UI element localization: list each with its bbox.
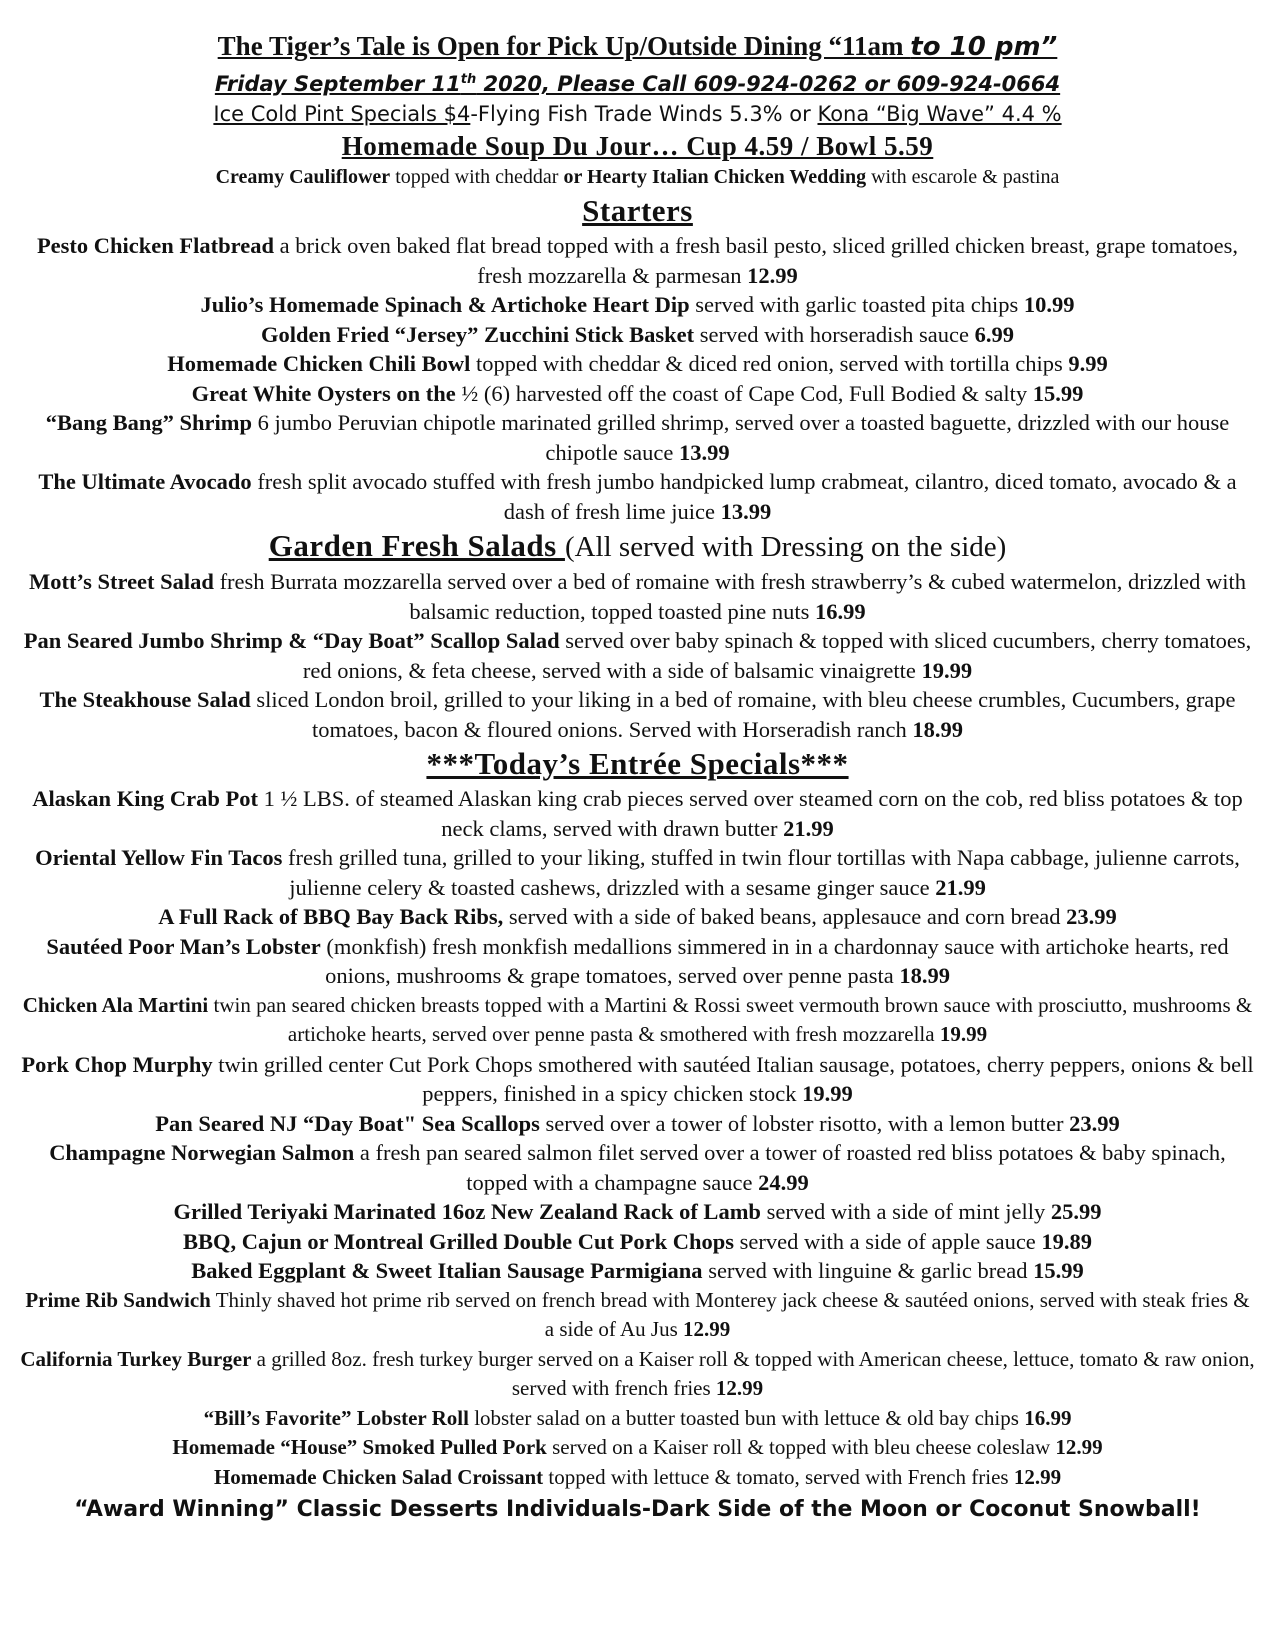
title-hours: to 10 pm”: [910, 32, 1058, 62]
starters-list: [20, 231, 1255, 526]
menu-item-description: Thinly shaved hot prime rib served on french bread with Monterey jack cheese & sautéed onions, served with steak fries & a side of Au Jus: [210, 1287, 1250, 1341]
menu-item-name: “Bill’s Favorite” Lobster Roll: [203, 1405, 469, 1430]
menu-item-name: “Bang Bang” Shrimp: [45, 410, 253, 435]
soup-line: [20, 163, 1255, 191]
menu-item-name: Homemade Chicken Salad Croissant: [213, 1464, 544, 1489]
menu-item-price: 10.99: [1023, 292, 1075, 317]
menu-item-name: BBQ, Cajun or Montreal Grilled Double Cut Pork Chops: [182, 1228, 735, 1254]
menu-item-description: fresh grilled tuna, grilled to your liking, stuffed in twin flour tortillas with Napa cabbage, julienne carrots, julienne celery & toasted cashews, drizzled with a sesame ginger sauce: [282, 845, 1240, 900]
menu-item: [20, 1138, 1255, 1197]
menu-item-name: Prime Rib Sandwich: [25, 1287, 211, 1312]
menu-item-description: (monkfish) fresh monkfish medallions simmered in in a chardonnay sauce with artichoke hearts, red onions, mushrooms & grape tomatoes, served over penne pasta: [320, 933, 1229, 988]
menu-item-price: 23.99: [1069, 1110, 1120, 1136]
page-title: [20, 28, 1255, 65]
menu-item-price: 13.99: [679, 439, 730, 465]
menu-item: [20, 1197, 1255, 1227]
menu-item-description: ½ (6) harvested off the coast of Cape Cod, Full Bodied & salty: [461, 380, 1033, 406]
menu-item-name: Chicken Ala Martini: [22, 992, 209, 1017]
menu-item: [20, 290, 1255, 320]
menu-item-name: Baked Eggplant & Sweet Italian Sausage Parmigiana: [191, 1258, 703, 1283]
menu-item-description: served with a side of baked beans, applesauce and corn bread: [503, 904, 1067, 929]
soup-desc-1: topped with cheddar: [390, 166, 564, 188]
salads-heading-line: [20, 526, 1255, 567]
menu-item: [20, 349, 1255, 379]
menu-item-price: 19.89: [1041, 1228, 1093, 1254]
soup-desc-2: with escarole & pastina: [866, 166, 1060, 188]
menu-item: [20, 467, 1255, 526]
menu-item: [20, 1109, 1255, 1139]
menu-item-price: 19.99: [939, 1022, 988, 1046]
menu-item-description: fresh split avocado stuffed with fresh jumbo handpicked lump crabmeat, cilantro, diced tomato, avocado & a dash of fresh lime juice: [251, 469, 1237, 524]
menu-item-description: lobster salad on a butter toasted bun with lettuce & old bay chips: [468, 1405, 1025, 1430]
pint-mid: -Flying Fish Trade Winds 5.3% or: [470, 102, 818, 126]
menu-item-description: topped with cheddar & diced red onion, served with tortilla chips: [470, 351, 1069, 376]
menu-item-name: The Steakhouse Salad: [39, 687, 251, 712]
menu-item: [20, 1433, 1255, 1463]
menu-item-description: served with a side of apple sauce: [734, 1228, 1042, 1254]
menu-item: [20, 784, 1255, 843]
menu-item-name: Alaskan King Crab Pot: [32, 786, 258, 811]
menu-item-name: Mott’s Street Salad: [28, 569, 214, 594]
menu-item-description: a grilled 8oz. fresh turkey burger served on a Kaiser roll & topped with American cheese, lettuce, tomato & raw onion, served with french fries: [251, 1346, 1255, 1400]
menu-item-description: served with linguine & garlic bread: [702, 1258, 1034, 1283]
date-text: Friday September 11: [214, 72, 461, 96]
title-main: The Tiger’s Tale is Open for Pick Up/Outside Dining “11am: [217, 31, 911, 61]
phone-text: 2020, Please Call 609-924-0262 or 609-924-0664: [476, 72, 1061, 96]
menu-item: [20, 626, 1255, 685]
menu-item-price: 6.99: [974, 321, 1015, 347]
menu-item-description: 1 ½ LBS. of steamed Alaskan king crab pieces served over steamed corn on the cob, red bliss potatoes & top neck clams, served with drawn butter: [257, 786, 1243, 841]
menu-item-description: served with garlic toasted pita chips: [689, 292, 1024, 317]
menu-item: [20, 902, 1255, 932]
menu-item-name: Homemade Chicken Chili Bowl: [167, 351, 471, 376]
menu-item-name: Pan Seared Jumbo Shrimp & “Day Boat” Scallop Salad: [23, 628, 560, 653]
menu-item-name: Golden Fried “Jersey” Zucchini Stick Basket: [260, 321, 695, 347]
menu-item: [20, 231, 1255, 290]
pint-specials-line: [20, 99, 1255, 129]
menu-item-description: twin grilled center Cut Pork Chops smothered with sautéed Italian sausage, potatoes, cherry peppers, onions & bell peppers, finished in a spicy chicken stock: [212, 1051, 1254, 1106]
menu-item-price: 9.99: [1068, 351, 1108, 376]
menu-item-description: topped with lettuce & tomato, served with French fries: [543, 1464, 1014, 1489]
soup-or: or: [563, 166, 582, 188]
menu-item-name: Champagne Norwegian Salmon: [49, 1140, 355, 1165]
menu-item: [20, 1404, 1255, 1434]
menu-item-description: twin pan seared chicken breasts topped with a Martini & Rossi sweet vermouth brown sauce with prosciutto, mushrooms & artichoke hearts, served over penne pasta & smothered with fresh mozzarella: [208, 992, 1253, 1046]
menu-item-price: 15.99: [1032, 380, 1084, 406]
date-phone-line: [20, 65, 1255, 99]
menu-item-description: served over a tower of lobster risotto, with a lemon butter: [539, 1110, 1070, 1136]
menu-item-name: Julio’s Homemade Spinach & Artichoke Heart Dip: [200, 292, 690, 317]
menu-item-name: The Ultimate Avocado: [38, 469, 252, 494]
entrees-heading: ***Today’s Entrée Specials***: [426, 746, 849, 781]
menu-item: [20, 567, 1255, 626]
pint-kona: Kona “Big Wave” 4.4 %: [817, 102, 1062, 126]
menu-page: [20, 28, 1255, 1526]
menu-item: [20, 1256, 1255, 1286]
soup-name-1: Creamy Cauliflower: [215, 166, 391, 188]
menu-item: [20, 1345, 1255, 1404]
menu-item: [20, 932, 1255, 991]
menu-item-name: Pan Seared NJ “Day Boat" Sea Scallops: [155, 1110, 540, 1136]
menu-item-name: A Full Rack of BBQ Bay Back Ribs,: [158, 904, 504, 929]
menu-item-price: 24.99: [758, 1169, 809, 1195]
menu-item: [20, 408, 1255, 467]
menu-item-price: 19.99: [921, 657, 973, 683]
menu-item-name: Pesto Chicken Flatbread: [36, 233, 275, 258]
menu-item-name: Homemade “House” Smoked Pulled Pork: [172, 1435, 547, 1459]
soup-heading: Homemade Soup Du Jour… Cup 4.59 / Bowl 5.59: [341, 131, 934, 161]
starters-heading: Starters: [582, 193, 693, 228]
menu-item: [20, 843, 1255, 902]
menu-item: [20, 1227, 1255, 1257]
menu-item-name: California Turkey Burger: [20, 1346, 252, 1371]
menu-item-price: 13.99: [720, 498, 772, 524]
menu-item-price: 16.99: [1024, 1405, 1072, 1430]
menu-item-name: Pork Chop Murphy: [21, 1051, 213, 1077]
menu-item-name: Grilled Teriyaki Marinated 16oz New Zealand Rack of Lamb: [173, 1199, 761, 1224]
menu-item-price: 18.99: [899, 963, 950, 988]
menu-item-description: sliced London broil, grilled to your liking in a bed of romaine, with bleu cheese crumbles, Cucumbers, grape tomatoes, bacon & floured onions. Served with Horseradish ranch: [250, 687, 1236, 742]
menu-item-price: 19.99: [802, 1081, 853, 1106]
soup-name-2: Hearty Italian Chicken Wedding: [581, 166, 867, 188]
salads-note: (All served with Dressing on the side): [564, 531, 1007, 563]
entrees-list: [20, 784, 1255, 1492]
menu-item-price: 21.99: [935, 874, 986, 900]
menu-item-description: a brick oven baked flat bread topped with a fresh basil pesto, sliced grilled chicken breast, grape tomatoes, fresh mozzarella & parmesan: [274, 233, 1239, 288]
menu-item-description: served on a Kaiser roll & topped with bleu cheese coleslaw: [546, 1435, 1056, 1459]
menu-item-price: 12.99: [683, 1317, 731, 1341]
menu-item: [20, 320, 1255, 350]
menu-item-name: Sautéed Poor Man’s Lobster: [46, 933, 321, 959]
pint-label: Ice Cold Pint Specials $4: [213, 102, 471, 126]
salads-heading: Garden Fresh Salads: [268, 528, 565, 563]
menu-item-price: 12.99: [747, 262, 798, 288]
date-suffix: th: [460, 72, 477, 87]
menu-item: [20, 991, 1255, 1050]
menu-item-description: fresh Burrata mozzarella served over a bed of romaine with fresh strawberry’s & cubed watermelon, drizzled with balsamic reduction, topped toasted pine nuts: [213, 569, 1247, 624]
menu-item-price: 23.99: [1066, 904, 1117, 929]
menu-item-price: 21.99: [783, 815, 834, 841]
menu-item: [20, 1463, 1255, 1493]
menu-item: [20, 1286, 1255, 1345]
menu-item: [20, 685, 1255, 744]
menu-item-price: 16.99: [814, 598, 866, 624]
menu-item: [20, 1050, 1255, 1109]
menu-item-price: 12.99: [715, 1376, 764, 1400]
menu-item-description: 6 jumbo Peruvian chipotle marinated grilled shrimp, served over a toasted baguette, drizzled with our house chipotle sauce: [252, 410, 1230, 465]
menu-item-price: 25.99: [1050, 1199, 1102, 1224]
desserts-footer: “Award Winning” Classic Desserts Individuals-Dark Side of the Moon or Coconut Snowball!: [74, 1497, 1201, 1522]
menu-item-description: served with horseradish sauce: [694, 321, 975, 347]
menu-item-description: a fresh pan seared salmon filet served over a tower of roasted red bliss potatoes & baby spinach, topped with a champagne sauce: [354, 1140, 1226, 1195]
menu-item-name: Great White Oysters on the: [191, 380, 462, 406]
menu-item-price: 12.99: [1013, 1464, 1062, 1489]
menu-item-price: 18.99: [912, 716, 964, 742]
salads-list: [20, 567, 1255, 744]
menu-item-description: served over baby spinach & topped with sliced cucumbers, cherry tomatoes, red onions, & feta cheese, served with a side of balsamic vinaigrette: [302, 628, 1252, 683]
menu-item-price: 15.99: [1033, 1258, 1084, 1283]
menu-item-name: Oriental Yellow Fin Tacos: [35, 845, 283, 870]
menu-item-price: 12.99: [1055, 1435, 1103, 1459]
menu-item-description: served with a side of mint jelly: [760, 1199, 1051, 1224]
menu-item: [20, 379, 1255, 409]
